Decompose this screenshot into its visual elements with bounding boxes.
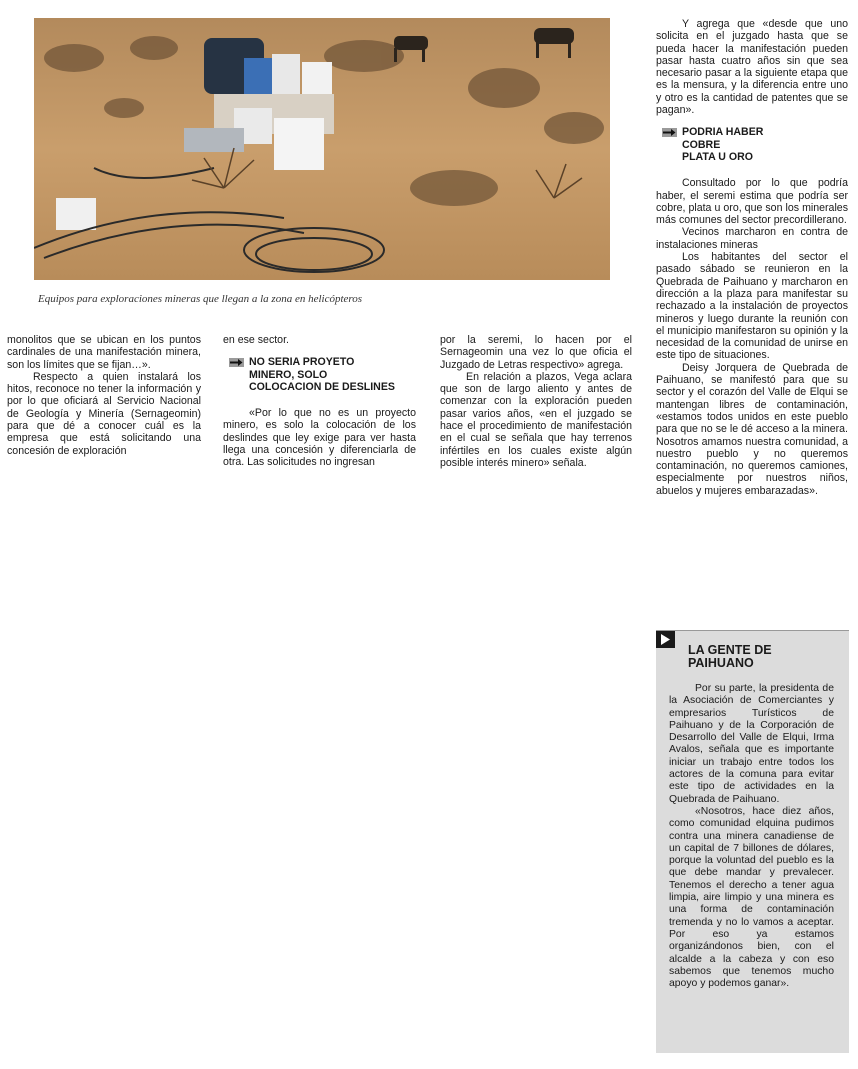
sidebar-title: LA GENTE DE PAIHUANO xyxy=(688,643,772,670)
article-column-3 xyxy=(440,334,632,469)
sidebar-box xyxy=(656,630,849,1053)
paragraph: por la seremi, lo hacen por el Sernageomin una vez lo que oficia el Juzgado de Letras respectivo» agrega. xyxy=(440,334,632,371)
paragraph: monolitos que se ubican en los puntos cardinales de una manifestación minera, son los límites que se fijan…». xyxy=(7,334,201,371)
paragraph: En relación a plazos, Vega aclara que son de largo aliento y antes de comenzar con la exploración pueden pasar varios años, «en el juzgado se hace el procedimiento de manifestación en el cual se señala que hay terrenos infértiles en los cuales existe algún posible interés minero» señala. xyxy=(440,370,632,469)
paragraph: en ese sector. xyxy=(223,334,289,346)
paragraph: Por su parte, la presidenta de la Asociación de Comerciantes y empresarios Turísticos de Paihuano y de la Corporación de Desarrollo del Valle de Elqui, Irma Avalos, señala que es importante iniciar un trabajo entre todos los actores de la comuna para evitar este tipo de actividades en la Quebrada de Paihuano. xyxy=(669,683,834,805)
article-column-2 xyxy=(223,334,416,469)
paragraph: Respecto a quien instalará los hitos, reconoce no tener la información y por lo que oficiará al Servicio Nacional de Geología y Minería (Sernageomin) para que dé a conocer cuál es la empresa que está solicitando una concesión de exploración xyxy=(7,370,201,457)
subheading xyxy=(229,356,416,393)
subheading-text: PODRIA HABER COBRE PLATA U ORO xyxy=(682,126,764,163)
photo-caption: Equipos para exploraciones mineras que llegan a la zona en helicópteros xyxy=(38,293,363,305)
subheading-text: NO SERIA PROYETO MINERO, SOLO COLOCACION DE DESLINES xyxy=(249,356,395,393)
paragraph: Y agrega que «desde que uno solicita en el juzgado hasta que se pueda hacer la manifestación pueden pasar hasta cuatro años sin que sea necesario pasar a la siguiente etapa que es la mensura, y la diferencia entre uno y otro es la cantidad de patentes que se pagan». xyxy=(656,18,848,117)
article-column-4 xyxy=(656,18,848,497)
paragraph: Consultado por lo que podría haber, el seremi estima que podría ser cobre, plata u oro, que son los minerales más comunes del sector precordillerano. xyxy=(656,177,848,227)
mining-equipment-photo xyxy=(34,18,610,280)
paragraph: Los habitantes del sector el pasado sábado se reunieron en la Quebrada de Paihuano y marcharon en dirección a la plaza para manifestar su rechazado a la instalación de proyectos mineros y luego durante la reunión con el municipio manifestaron su opinión y la necesidad de la comunidad de unirse en este tipo de situaciones. xyxy=(656,251,848,362)
subheading xyxy=(662,126,848,163)
desert-mining-equipment-photo xyxy=(34,18,610,280)
arrow-right-icon xyxy=(662,128,677,137)
paragraph: Deisy Jorquera de Quebrada de Paihuano, se manifestó para que su sector y el corazón del Valle de Elqui se mantengan libres de contaminación, «estamos todos unidos en este pueblo para que no se le dé acceso a la minera. Nosotros amamos nuestra comunidad, a nuestro pueblo y no queremos contaminación, no queremos camiones, especialmente por nuestros niños, abuelos y mujeres embarazadas». xyxy=(656,361,848,497)
paragraph: Vecinos marcharon en contra de instalaciones mineras xyxy=(656,226,848,251)
article-column-1 xyxy=(7,334,201,457)
arrow-right-icon xyxy=(229,358,244,367)
paragraph: «Nosotros, hace diez años, como comunidad elquina pudimos contra una minera canadiense de un capital de 7 billones de dólares, porque la voluntad del pueblo es la que debe mandar y prevalecer. Tenemos el derecho a tener agua limpia, aire limpio y una minera es una forma de contaminación tremenda y no lo vamos a aceptar. Por eso ya estamos organizándonos bien, con el alcalde a la cabeza y con eso sabemos que tenemos mucho apoyo y podemos ganar». xyxy=(669,805,834,990)
paragraph: «Por lo que no es un proyecto minero, es solo la colocación de los deslindes que ley exige para ver hasta llega una concesión y diferenciarla de otra. Las solicitudes no ingresan xyxy=(223,407,416,469)
play-icon xyxy=(656,631,675,648)
sidebar-body xyxy=(669,683,834,990)
